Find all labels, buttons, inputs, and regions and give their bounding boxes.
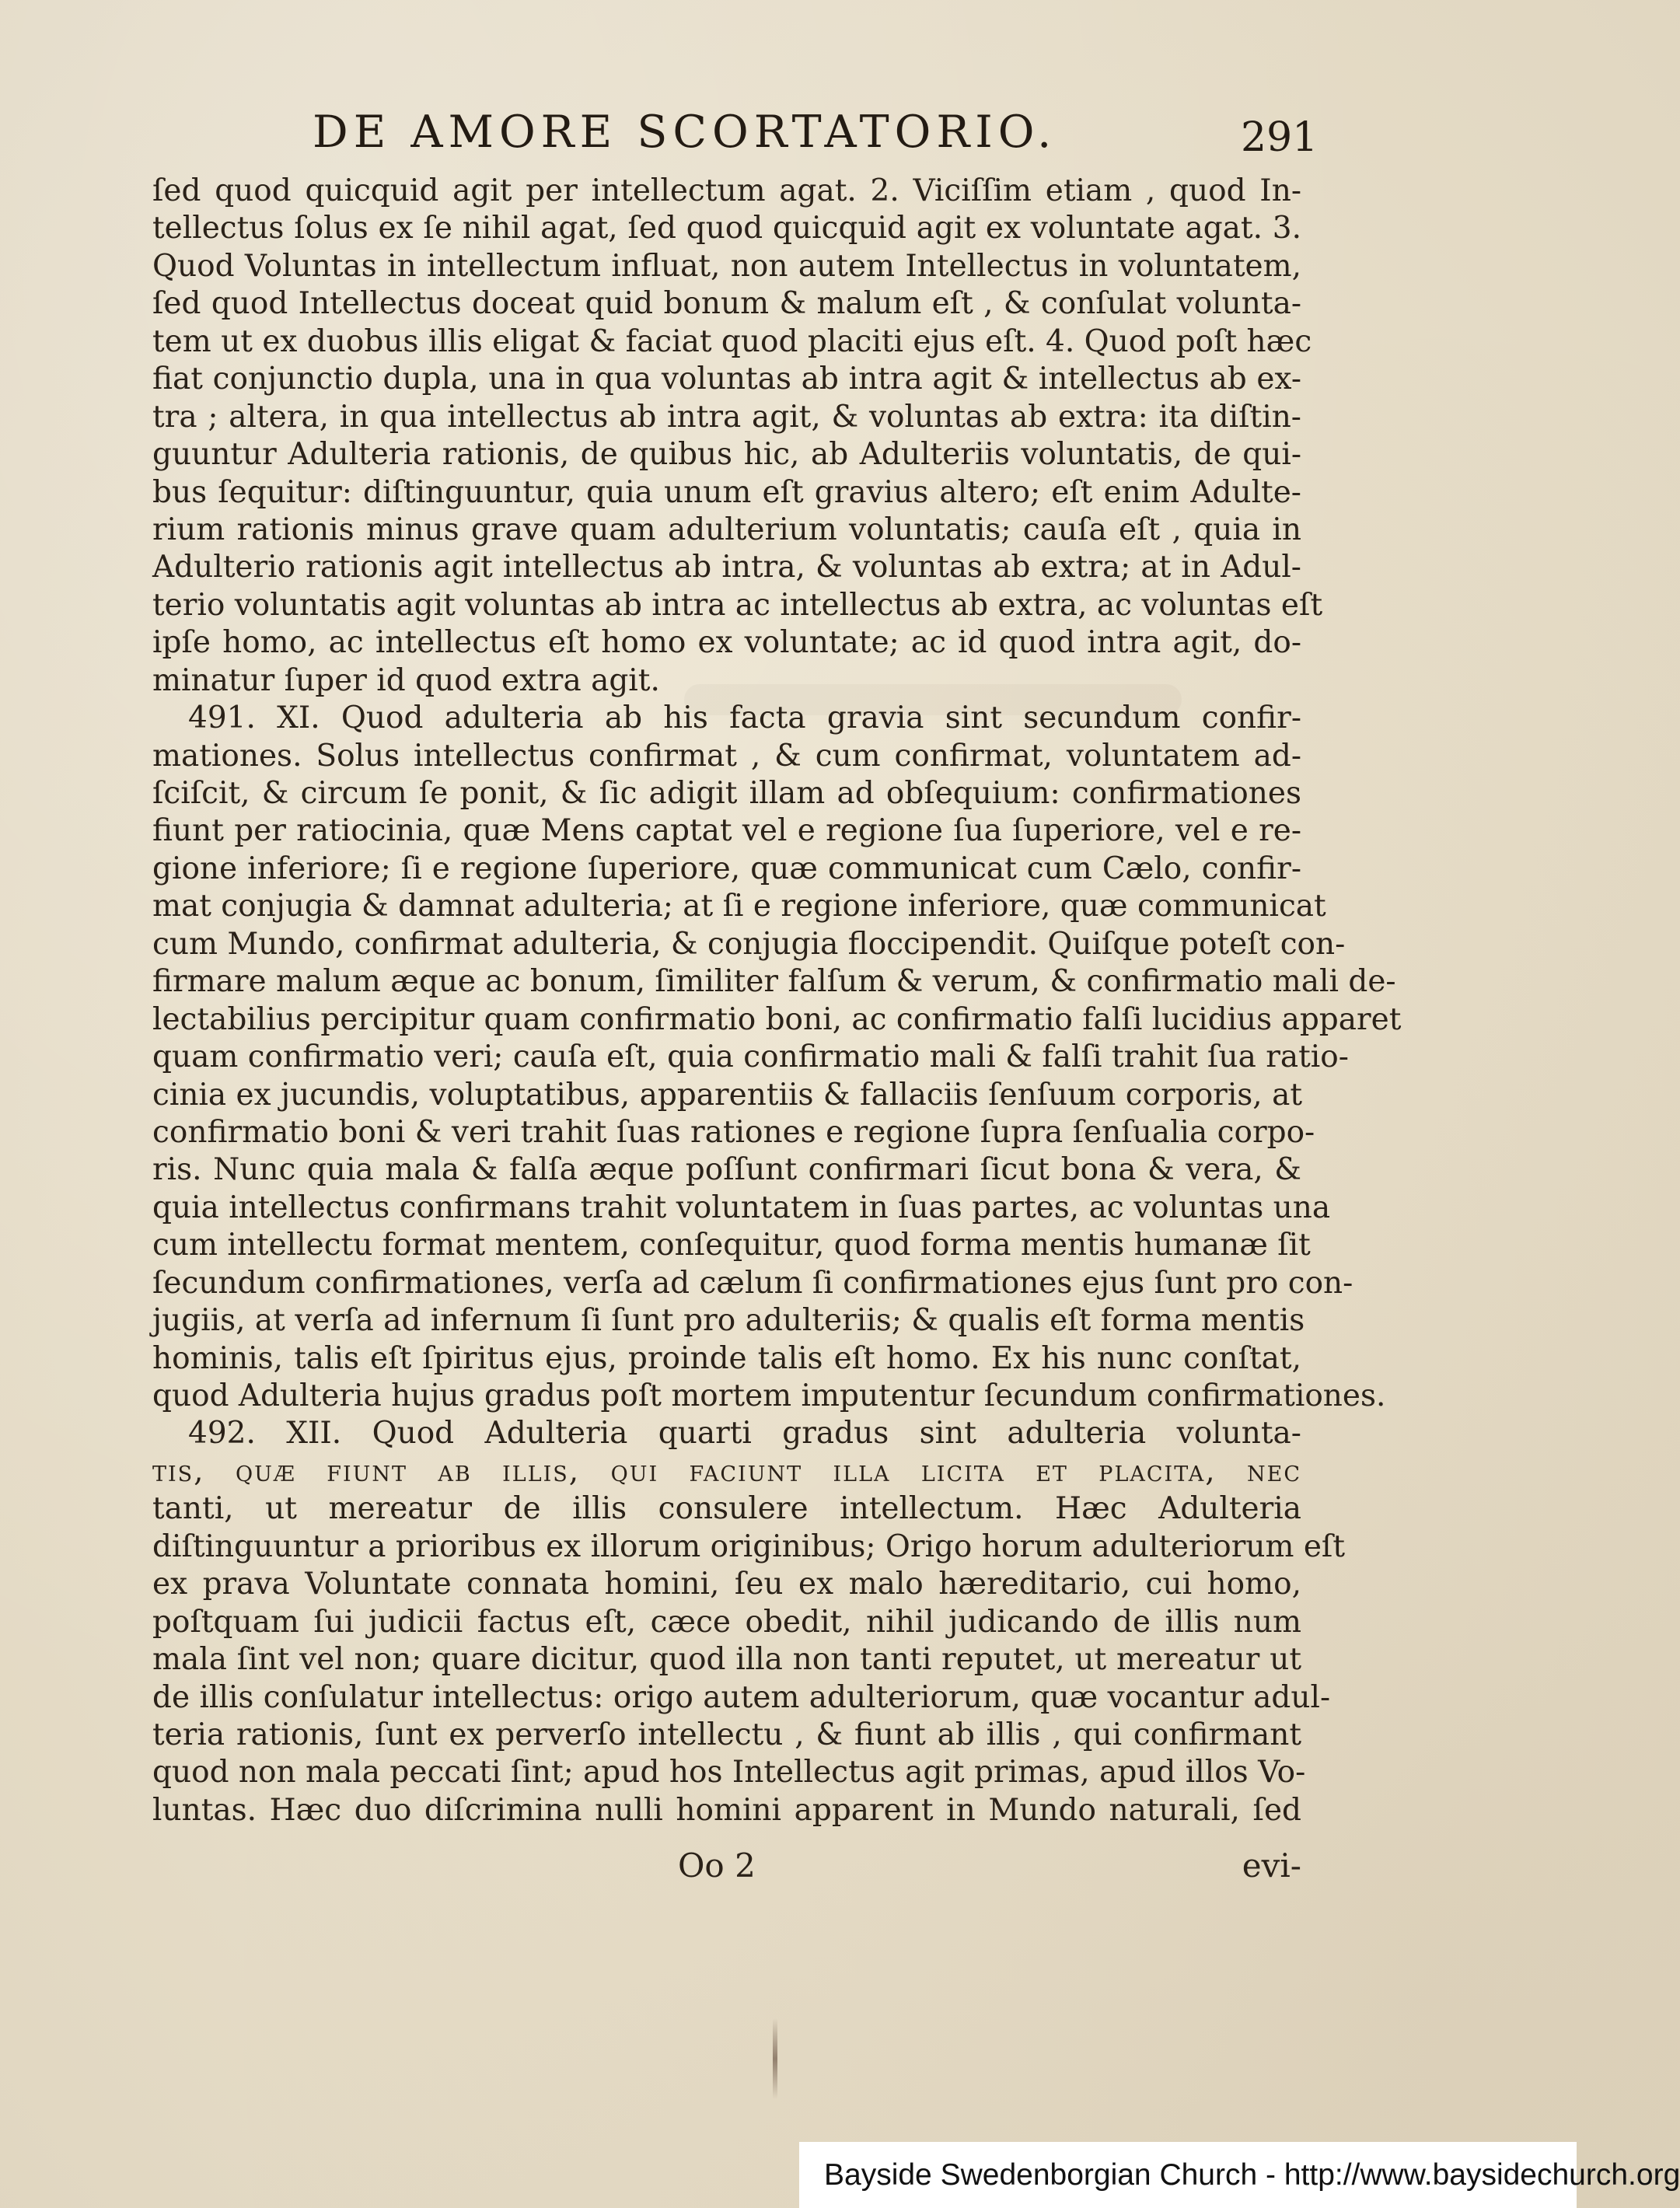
text-line: diſtinguuntur a prioribus ex illorum originibus; Origo horum adulteriorum eſt bbox=[152, 1528, 1346, 1564]
text-line: mala ſint vel non; quare dicitur, quod illa non tanti reputet, ut mereatur ut bbox=[152, 1642, 1301, 1678]
text-line: confirmatio boni & veri trahit ſuas rationes e regione ſupra ſenſualia corpo- bbox=[152, 1114, 1315, 1150]
running-title: DE AMORE SCORTATORIO. bbox=[313, 107, 1057, 158]
text-line: firmare malum æque ac bonum, ſimiliter falſum & verum, & confirmatio mali de- bbox=[152, 964, 1396, 1000]
text-line: terio voluntatis agit voluntas ab intra ac intellectus ab extra, ac voluntas eſt bbox=[152, 587, 1323, 623]
text-line: poſtquam ſui judicii factus eſt, cæce obedit, nihil judicando de illis num bbox=[152, 1604, 1301, 1640]
text-line: fiunt per ratiocinia, quæ Mens captat vel e regione ſua ſuperiore, vel e re- bbox=[152, 813, 1301, 849]
text-line: mat conjugia & damnat adulteria; at ſi e regione inferiore, quæ communicat bbox=[152, 889, 1326, 924]
text-line: minatur ſuper id quod extra agit. bbox=[152, 662, 660, 698]
text-line: teria rationis, ſunt ex perverſo intellectu , & fiunt ab illis , qui confirmant bbox=[152, 1717, 1301, 1752]
text-line: Quod Voluntas in intellectum influat, non autem Intellectus in voluntatem, bbox=[152, 248, 1301, 284]
text-line: tanti, ut mereatur de illis consulere intellectum. Hæc Adulteria bbox=[152, 1491, 1301, 1527]
signature-mark: Oo 2 bbox=[678, 1846, 756, 1885]
text-line: jugiis, at verſa ad infernum ſi ſunt pro adulteriis; & qualis eſt forma mentis bbox=[152, 1303, 1305, 1339]
text-line: mationes. Solus intellectus confirmat , & cum confirmat, voluntatem ad- bbox=[152, 738, 1301, 774]
text-line: rium rationis minus grave quam adulterium voluntatis; cauſa eſt , quia in bbox=[152, 512, 1301, 547]
text-line: tis, quæ fiunt ab illis, qui faciunt illa licita et placita, nec bbox=[152, 1453, 1301, 1489]
text-line: ris. Nunc quia mala & falſa æque poſſunt confirmari ſicut bona & vera, & bbox=[152, 1152, 1301, 1188]
text-line: ſed quod quicquid agit per intellectum agat. 2. Viciſſim etiam , quod In- bbox=[152, 173, 1301, 208]
text-line: hominis, talis eſt ſpiritus ejus, proinde talis eſt homo. Ex his nunc conſtat, bbox=[152, 1340, 1301, 1376]
text-line: ipſe homo, ac intellectus eſt homo ex voluntate; ac id quod intra agit, do- bbox=[152, 625, 1301, 661]
text-line: cinia ex jucundis, voluptatibus, apparentiis & fallaciis ſenſuum corporis, at bbox=[152, 1077, 1303, 1113]
text-line: de illis conſulatur intellectus: origo autem adulteriorum, quæ vocantur adul- bbox=[152, 1679, 1331, 1715]
catchword: evi- bbox=[1242, 1846, 1301, 1885]
paragraph-492-heading: 492. XII. Quod Adulteria quarti gradus sint adulteria volunta- bbox=[188, 1416, 1301, 1452]
body-text bbox=[152, 173, 1402, 1829]
text-line: ex prava Voluntate connata homini, ſeu ex malo hæreditario, cui homo, bbox=[152, 1567, 1301, 1602]
page-footer bbox=[152, 1843, 1301, 1889]
text-line: cum intellectu format mentem, conſequitur, quod forma mentis humanæ ſit bbox=[152, 1228, 1311, 1263]
text-line: quod non mala peccati ſint; apud hos Intellectus agit primas, apud illos Vo- bbox=[152, 1755, 1306, 1791]
ink-mark bbox=[773, 2018, 777, 2099]
text-line: fiat conjunctio dupla, una in qua voluntas ab intra agit & intellectus ab ex- bbox=[152, 362, 1301, 397]
text-line: quam confirmatio veri; cauſa eſt, quia confirmatio mali & falſi trahit ſua ratio- bbox=[152, 1039, 1349, 1075]
source-watermark: Bayside Swedenborgian Church - http://www.baysidechurch.org bbox=[799, 2142, 1577, 2208]
text-line: tra ; altera, in qua intellectus ab intra agit, & voluntas ab extra: ita diſtin- bbox=[152, 399, 1301, 435]
text-line: tem ut ex duobus illis eligat & faciat quod placiti ejus eſt. 4. Quod poſt hæc bbox=[152, 323, 1312, 359]
text-line: quod Adulteria hujus gradus poſt mortem imputentur ſecundum confirmationes. bbox=[152, 1378, 1386, 1413]
text-line: bus ſequitur: diſtinguuntur, quia unum eſt gravius altero; eſt enim Adulte- bbox=[152, 474, 1301, 510]
text-line: lectabilius percipitur quam confirmatio boni, ac confirmatio falſi lucidius apparet bbox=[152, 1001, 1402, 1037]
text-line: guuntur Adulteria rationis, de quibus hic, ab Adulteriis voluntatis, de qui- bbox=[152, 437, 1301, 473]
text-line: ſecundum confirmationes, verſa ad cælum ſi confirmationes ejus ſunt pro con- bbox=[152, 1265, 1353, 1301]
page-number: 291 bbox=[1241, 114, 1319, 161]
text-line: ſciſcit, & circum ſe ponit, & ſic adigit illam ad obſequium: confirmationes bbox=[152, 776, 1301, 811]
text-line: ſed quod Intellectus doceat quid bonum & malum eſt , & conſulat volunta- bbox=[152, 286, 1301, 322]
paragraph-491-heading: 491. XI. Quod adulteria ab his facta gravia sint secundum confir- bbox=[188, 700, 1301, 736]
text-line: tellectus ſolus ex ſe nihil agat, ſed quod quicquid agit ex voluntate agat. 3. bbox=[152, 211, 1301, 246]
text-line: quia intellectus confirmans trahit voluntatem in ſuas partes, ac voluntas una bbox=[152, 1190, 1331, 1225]
text-line: luntas. Hæc duo diſcrimina nulli homini apparent in Mundo naturali, ſed bbox=[152, 1792, 1301, 1828]
text-line: cum Mundo, confirmat adulteria, & conjugia floccipendit. Quiſque poteſt con- bbox=[152, 926, 1346, 962]
text-line: Adulterio rationis agit intellectus ab intra, & voluntas ab extra; at in Adul- bbox=[152, 550, 1301, 585]
text-line: gione inferiore; ſi e regione ſuperiore, quæ communicat cum Cælo, confir- bbox=[152, 851, 1301, 886]
